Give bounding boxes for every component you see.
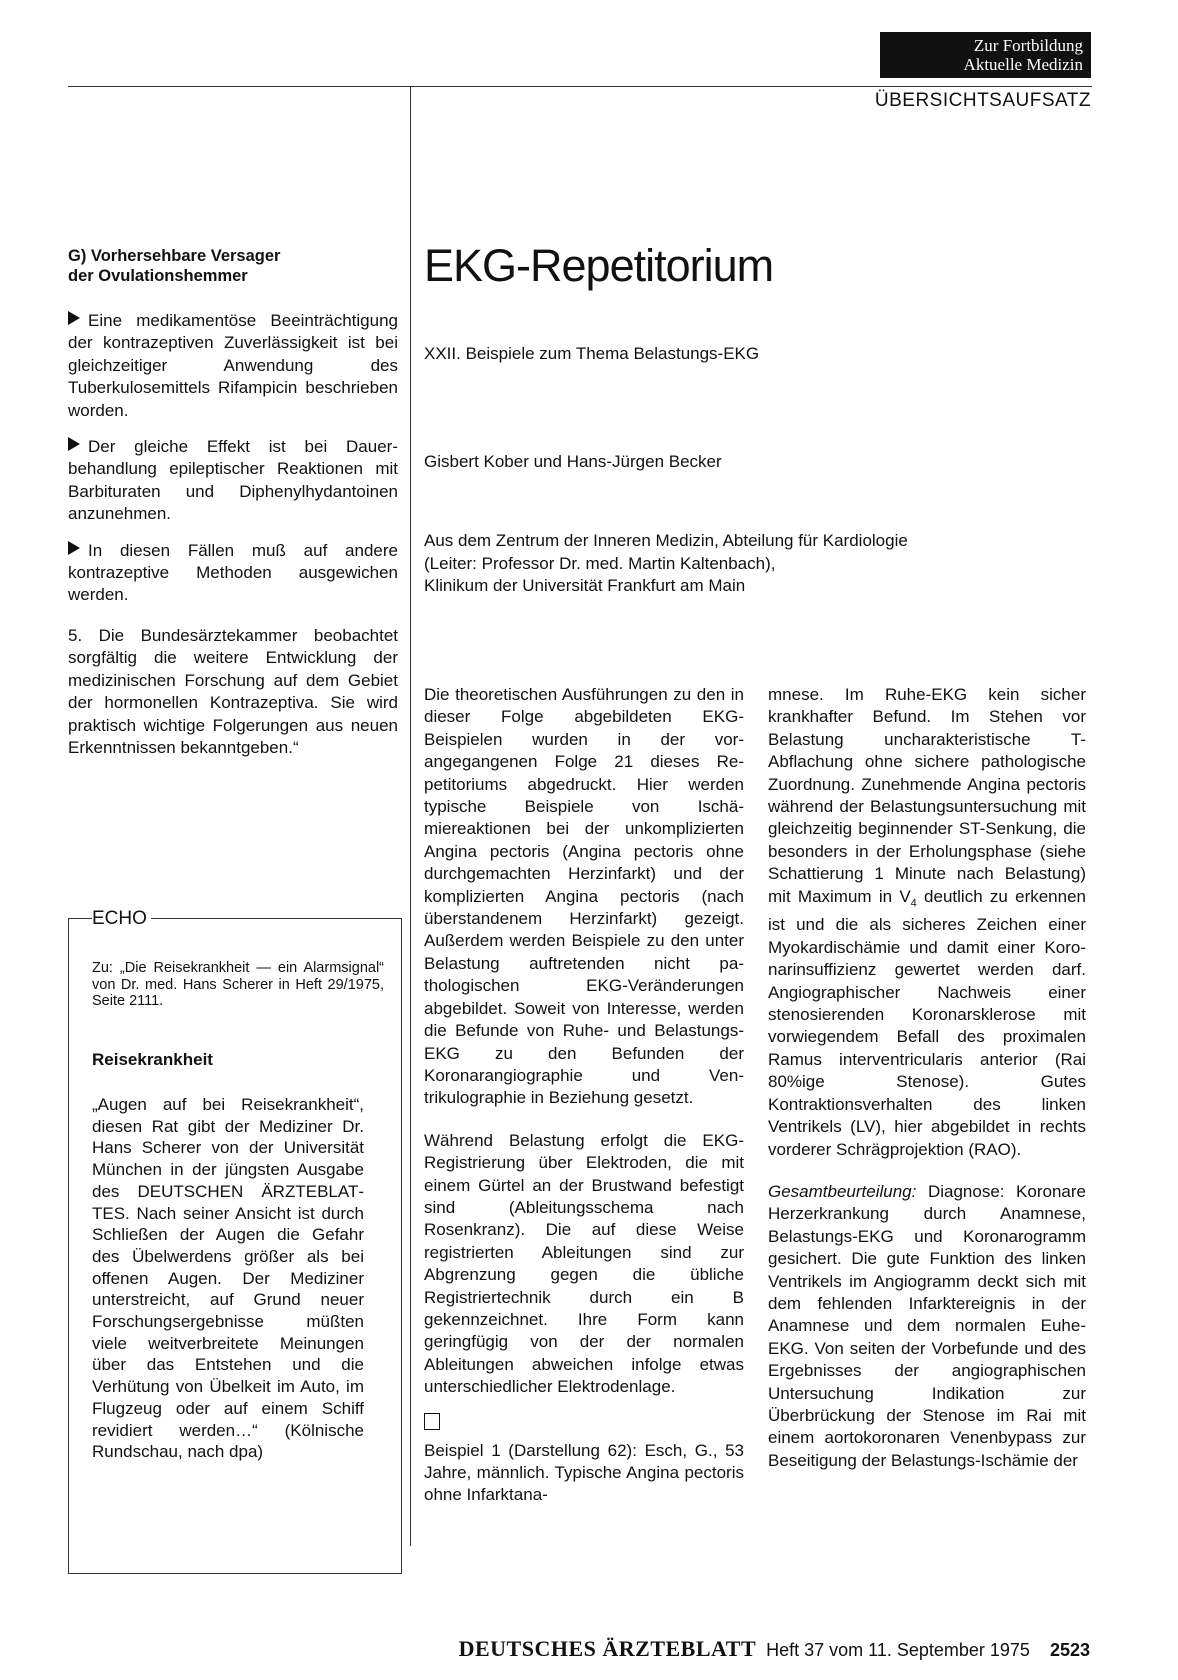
article-paragraph: Die theoretischen Ausführungen zu den in dieser Folge abgebildeten EKG-Beispielen wurden in der vorangegangenen Folge 21 dieses Repetitoriums abgedruckt. Hier werden typische Beispiele von Ischämiereaktionen bei der unkomplizierten Angina pectoris (Angina pectoris ohne durchgemachten Herzinfarkt) und der komplizierten Angina pectoris (nach überstandenem Herzinfarkt) gezeigt. Außerdem werden Beispiele zu den unter Belastung auftretenden nicht pathologischen EKG-Veränderungen abgebildet. Soweit von Interesse, werden die Befunde von Ruhe- und Belastungs-EKG zu den Befunden der Koronarangiographie und Ventrikulographie in Beziehung gesetzt. — [424, 685, 744, 1108]
article-column-1 — [424, 684, 744, 1521]
journal-name: DEUTSCHES ÄRZTEBLATT — [458, 1636, 757, 1661]
issue-info: Heft 37 vom 11. September 1975 — [766, 1640, 1030, 1660]
article-title: EKG-Repetitorium — [424, 240, 774, 291]
section-tag-line1: Zur Fortbildung — [973, 36, 1083, 55]
article-column-2 — [768, 684, 1086, 1486]
left-heading — [68, 246, 398, 286]
bullet-2: Der gleiche Effekt ist bei Dauerbehandlung epileptischer Reaktionen mit Barbituraten und Diphenylhydantoinen anzunehmen. — [68, 437, 398, 524]
triangle-bullet-icon — [68, 311, 80, 325]
article-subtitle: XXII. Beispiele zum Thema Belastungs-EKG — [424, 344, 760, 363]
left-body — [68, 310, 398, 773]
left-heading-line2: der Ovulationshemmer — [68, 267, 248, 285]
article-paragraph: mnese. Im Ruhe-EKG kein sicher krankhafter Befund. Im Stehen vor Belastung uncharakteristische T-Abflachung ohne sichere pathologische Zuordnung. Zunehmende Angina pectoris während der Belastungsuntersuchung mit gleichzeitig beginnender ST-Senkung, die besonders in der Erholungsphase (siehe Schattierung 1 Minute nach Belastung) mit Maximum in $V_4$ deutlich zu erkennen ist und die als sicheres Zeichen einer Myokardischämie und damit einer Koronarinsuffizienz gewertet werden darf. Angiographischer Nachweis einer stenosierenden Koronarsklerose mit vorwiegendem Befall des proximalen Ramus interventricularis anterior (Rai 80%ige Stenose). Gutes Kontraktionsverhalten des linken Ventrikels (LV), hier abgebildet in rechts vorderer Schrägprojektion (RAO). — [768, 685, 1086, 1159]
article-affiliation: Aus dem Zentrum der Inneren Medizin, Abteilung für Kardiologie (Leiter: Professor Dr. med. Martin Kaltenbach), Klinikum der Universität Frankfurt am Main — [424, 531, 908, 595]
echo-heading: Reisekrankheit — [92, 1050, 213, 1069]
bullet-3: In diesen Fällen muß auf andere kontrazeptive Methoden ausgewichen werden. — [68, 540, 398, 605]
section-tag-line2: Aktuelle Medizin — [963, 55, 1083, 74]
triangle-bullet-icon — [68, 541, 80, 555]
header-rule — [68, 86, 1092, 87]
section-label: ÜBERSICHTSAUFSATZ — [874, 90, 1091, 111]
article-authors: Gisbert Kober und Hans-Jürgen Becker — [424, 452, 722, 471]
triangle-bullet-icon — [68, 437, 80, 451]
bullet-1: Eine medikamentöse Beeinträchtigung der kontrazeptiven Zuverlässigkeit ist bei gleichzeitiger Anwendung des Tuberkulosemittels Rifampicin beschrieben worden. — [68, 311, 398, 420]
section-tag — [880, 32, 1091, 78]
column-divider — [410, 86, 411, 1546]
left-heading-line1: G) Vorhersehbare Versager — [68, 247, 281, 265]
end-mark-icon — [424, 1413, 440, 1430]
article-paragraph: Während Belastung erfolgt die EKG-Registrierung über Elektroden, die mit einem Gürtel an der Brustwand befestigt sind (Ableitungsschema nach Rosenkranz). Die auf diese Weise registrierten Ableitungen sind zur Abgrenzung gegen die übliche Registriertechnik durch ein B gekennzeichnet. Ihre Form kann geringfügig von der der normalen Ableitungen abweichen infolge etwas unterschiedlicher Elektrodenlage. — [424, 1130, 744, 1397]
page-number: 2523 — [1049, 1640, 1090, 1660]
page-footer — [404, 1636, 1090, 1662]
echo-label: ECHO — [92, 908, 151, 930]
echo-reference: Zu: „Die Reisekrankheit — ein Alarmsignal“ von Dr. med. Hans Scherer in Heft 29/1975, Seite 2111. — [92, 960, 384, 1009]
numbered-paragraph: 5. Die Bundesärztekammer beobachtet sorgfältig die weitere Entwicklung der medizinischen Forschung auf dem Gebiet der hormonellen Kontrazeptiva. Sie wird praktisch wichtige Folgerungen aus neuen Erkenntnissen bekanntgeben.“ — [68, 625, 398, 757]
article-paragraph: Gesamtbeurteilung: Diagnose: Koronare Herzerkrankung durch Anamnese, Belastungs-EKG und Koronarogramm gesichert. Die gute Funktion des linken Ventrikels im Angiogramm deckt sich mit dem fehlenden Infarktereignis in der Anamnese und dem normalen Euhe-EKG. Von seiten der Vorbefunde und des Ergebnisses der angiographischen Untersuchung Indikation zur Überbrückung der Stenose im Rai mit einem aortokoronaren Venenbypass zur Beseitigung der Belastungs-Ischämie der — [768, 1181, 1086, 1470]
echo-text: „Augen auf bei Reisekrankheit“, diesen Rat gibt der Mediziner Dr. Hans Scherer von der Universität München in der jüngsten Ausgabe des DEUTSCHEN ÄRZTEBLATTES. Nach seiner Ansicht ist durch Schließen der Augen die Gefahr des Übelwerdens größer als bei offenen Augen. Der Mediziner unterstreicht, auf Grund neuer Forschungsergebnisse müßten viele weitverbreitete Meinungen über das Entstehen und die Verhütung von Übelkeit im Auto, im Flugzeug oder auf einem Schiff revidiert werden…“ (Kölnische Rundschau, nach dpa) — [92, 1095, 364, 1462]
article-paragraph: Beispiel 1 (Darstellung 62): Esch, G., 53 Jahre, männlich. Typische Angina pectoris ohne Infarktana- — [424, 1440, 744, 1505]
